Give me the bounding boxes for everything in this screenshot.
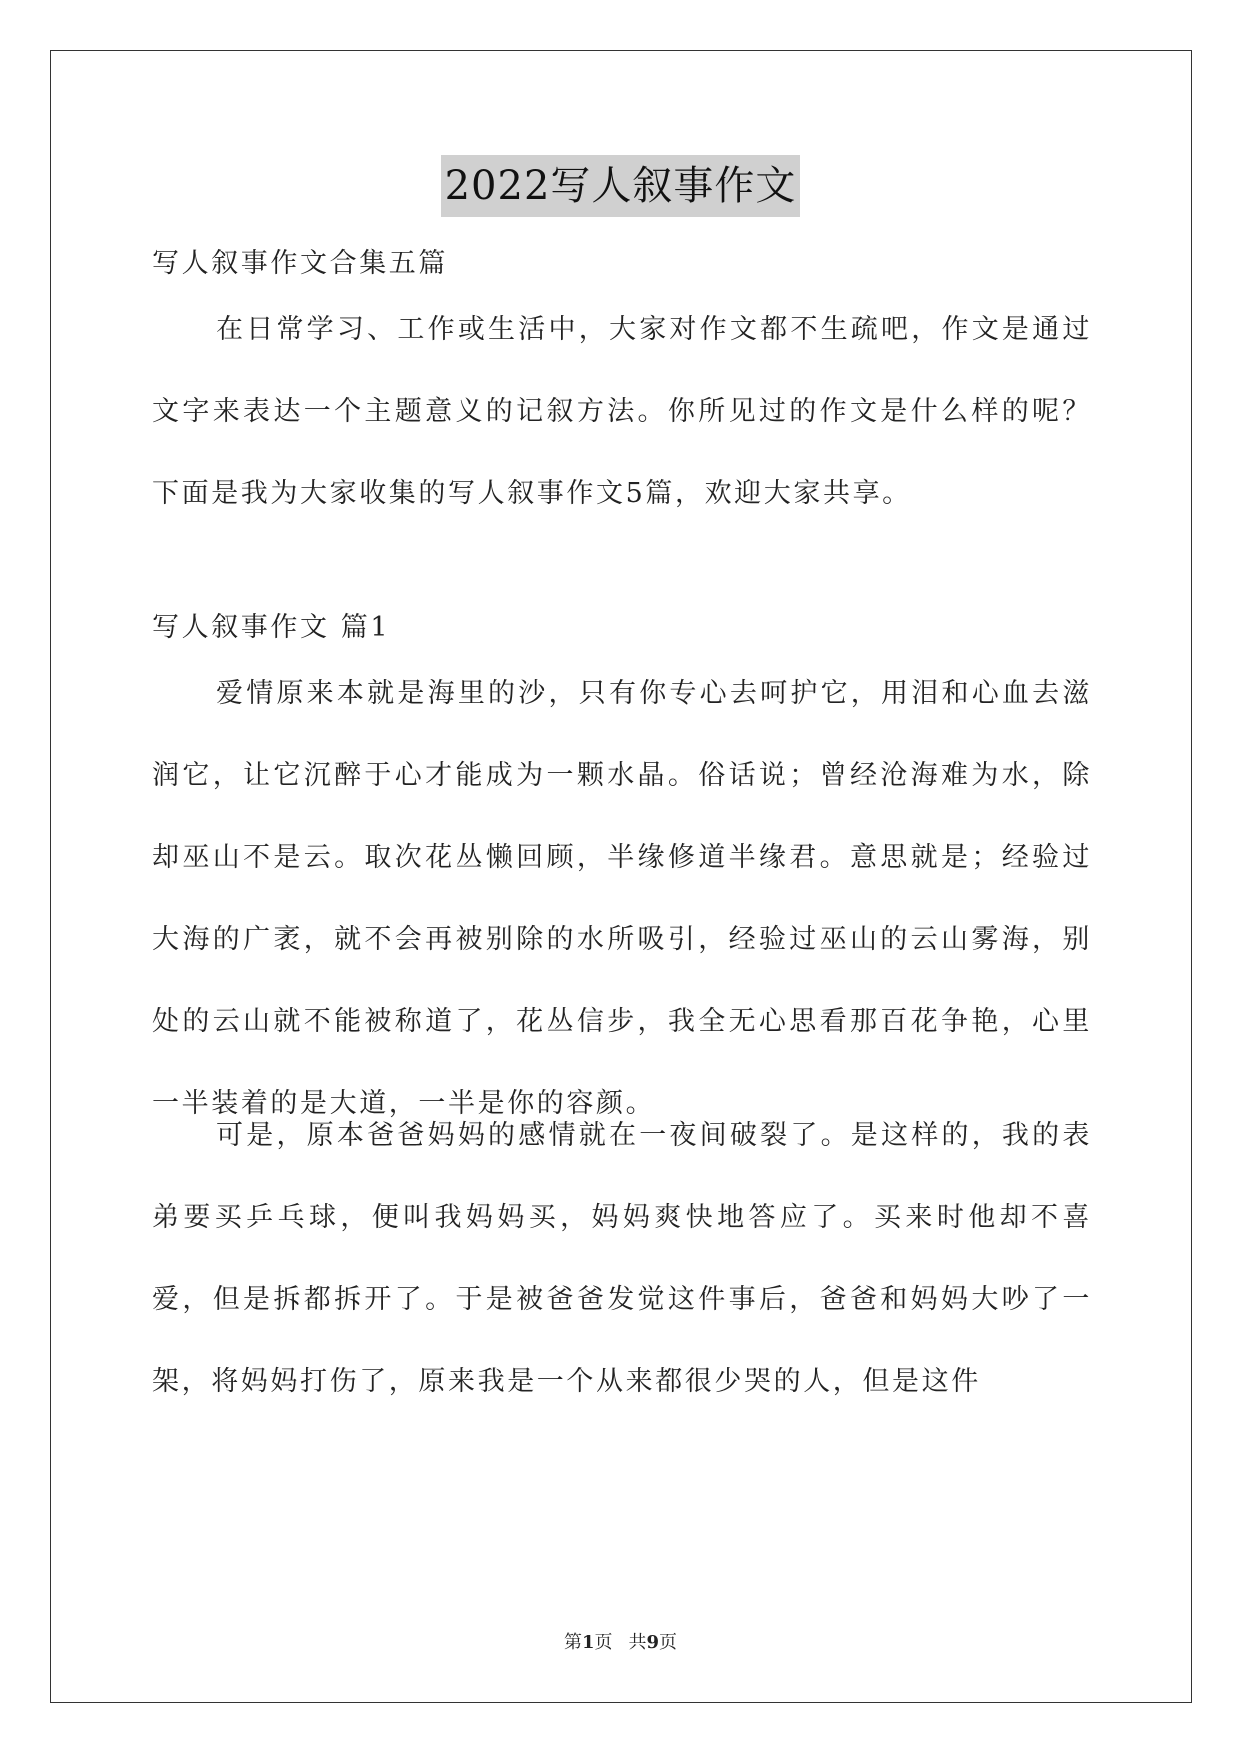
footer-page-suffix: 页 (594, 1632, 613, 1653)
footer-page-number: 1 (581, 1632, 595, 1653)
section-1-paragraph-2: 可是，原本爸爸妈妈的感情就在一夜间破裂了。是这样的，我的表弟要买乒乓球，便叫我妈妈买，妈妈爽快地答应了。买来时他却不喜爱，但是拆都拆开了。于是被爸爸发觉这件事后，爸爸和妈妈大吵了一架，将妈妈打伤了，原来我是一个从来都很少哭的人，但是这件 (152, 1120, 1092, 1397)
document-subtitle: 写人叙事作文合集五篇 (152, 248, 448, 279)
footer-total-prefix: 共 (628, 1632, 647, 1653)
section-1-paragraph-1: 爱情原来本就是海里的沙，只有你专心去呵护它，用泪和心血去滋润它，让它沉醉于心才能成为一颗水晶。俗话说；曾经沧海难为水，除却巫山不是云。取次花丛懒回顾，半缘修道半缘君。意思就是；经验过大海的广袤，就不会再被别除的水所吸引，经验过巫山的云山雾海，别处的云山就不能被称道了，花丛信步，我全无心思看那百花争艳，心里一半装着的是大道，一半是你的容颜。 (152, 678, 1092, 1119)
page-footer (0, 1628, 1241, 1654)
footer-prefix: 第 (563, 1632, 582, 1653)
footer-total-suffix: 页 (659, 1632, 678, 1653)
intro-paragraph: 在日常学习、工作或生活中，大家对作文都不生疏吧，作文是通过文字来表达一个主题意义的记叙方法。你所见过的作文是什么样的呢？下面是我为大家收集的写人叙事作文5篇，欢迎大家共享。 (152, 314, 1092, 509)
document-title: 2022写人叙事作文 (441, 155, 801, 217)
title-container (0, 155, 1241, 217)
footer-total-pages: 9 (646, 1632, 660, 1653)
section-heading-1: 写人叙事作文 篇1 (152, 612, 391, 643)
